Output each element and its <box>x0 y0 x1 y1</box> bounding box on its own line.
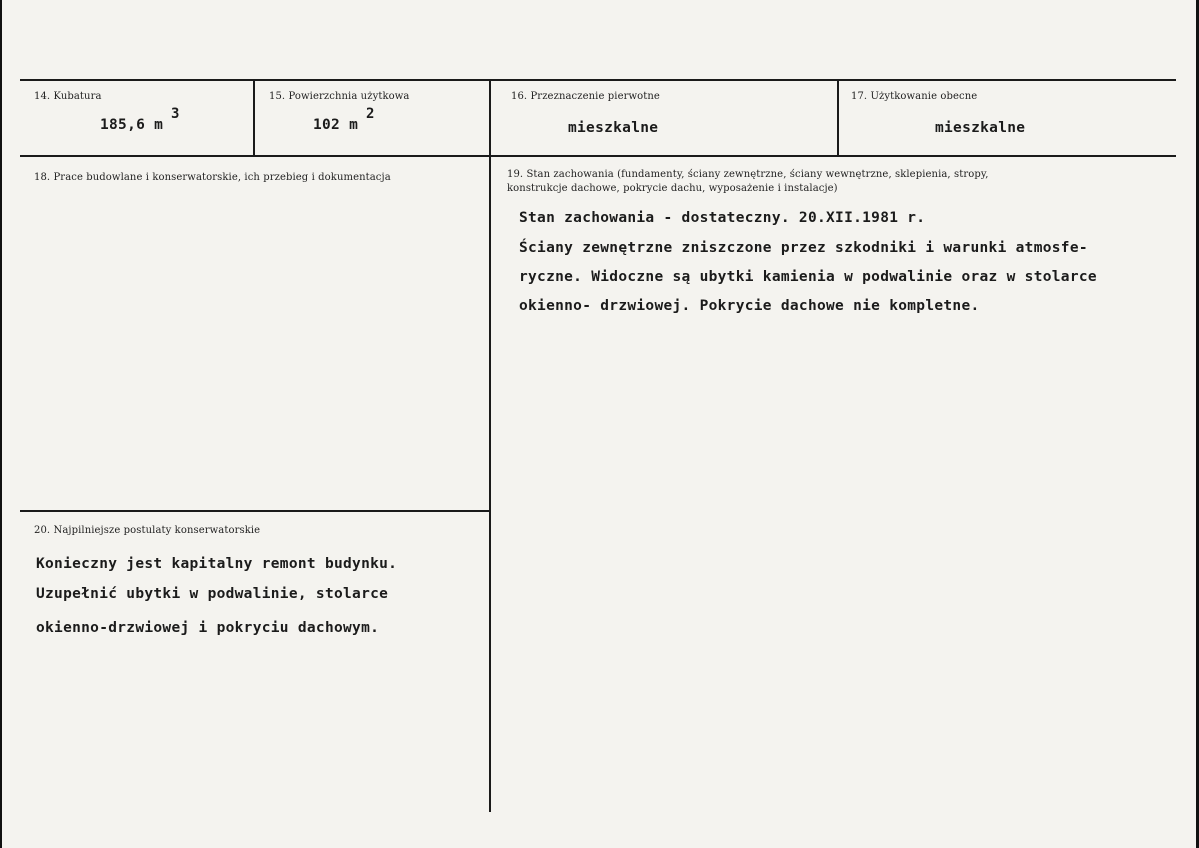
postulaty-line-3: okienno-drzwiowej i pokryciu dachowym. <box>36 620 380 636</box>
middle-row-rule <box>20 155 1176 157</box>
postulaty-rule <box>20 510 489 512</box>
przeznaczenie-value: mieszkalne <box>568 120 659 136</box>
col-divider-2 <box>489 80 491 812</box>
kubatura-exponent: 3 <box>171 106 180 122</box>
stan-line-2: Ściany zewnętrzne zniszczone przez szkodniki i warunki atmosfe- <box>519 240 1088 256</box>
kubatura-label: 14. Kubatura <box>34 91 102 102</box>
stan-line-4: okienno- drzwiowej. Pokrycie dachowe nie kompletne. <box>519 298 980 314</box>
col-divider-1 <box>253 80 255 155</box>
stan-label-line-2: konstrukcje dachowe, pokrycie dachu, wyposażenie i instalacje) <box>507 183 838 194</box>
uzytkowanie-value: mieszkalne <box>935 120 1026 136</box>
powierzchnia-exponent: 2 <box>366 106 375 122</box>
col-divider-3 <box>837 80 839 155</box>
przeznaczenie-label: 16. Przeznaczenie pierwotne <box>511 91 660 102</box>
stan-line-1: Stan zachowania - dostateczny. 20.XII.1981 r. <box>519 210 926 226</box>
top-row-rule <box>20 79 1176 81</box>
stan-label-line-1: 19. Stan zachowania (fundamenty, ściany zewnętrzne, ściany wewnętrzne, sklepienia, stropy, <box>507 169 989 180</box>
uzytkowanie-label: 17. Użytkowanie obecne <box>851 91 978 102</box>
stan-line-3: ryczne. Widoczne są ubytki kamienia w podwalinie oraz w stolarce <box>519 269 1097 285</box>
kubatura-value: 185,6 m <box>100 117 164 133</box>
powierzchnia-label: 15. Powierzchnia użytkowa <box>269 91 410 102</box>
postulaty-line-1: Konieczny jest kapitalny remont budynku. <box>36 556 398 572</box>
powierzchnia-value: 102 m <box>313 117 359 133</box>
prace-label: 18. Prace budowlane i konserwatorskie, ich przebieg i dokumentacja <box>34 172 391 183</box>
postulaty-label: 20. Najpilniejsze postulaty konserwatorskie <box>34 525 261 536</box>
postulaty-line-2: Uzupełnić ubytki w podwalinie, stolarce <box>36 586 389 602</box>
